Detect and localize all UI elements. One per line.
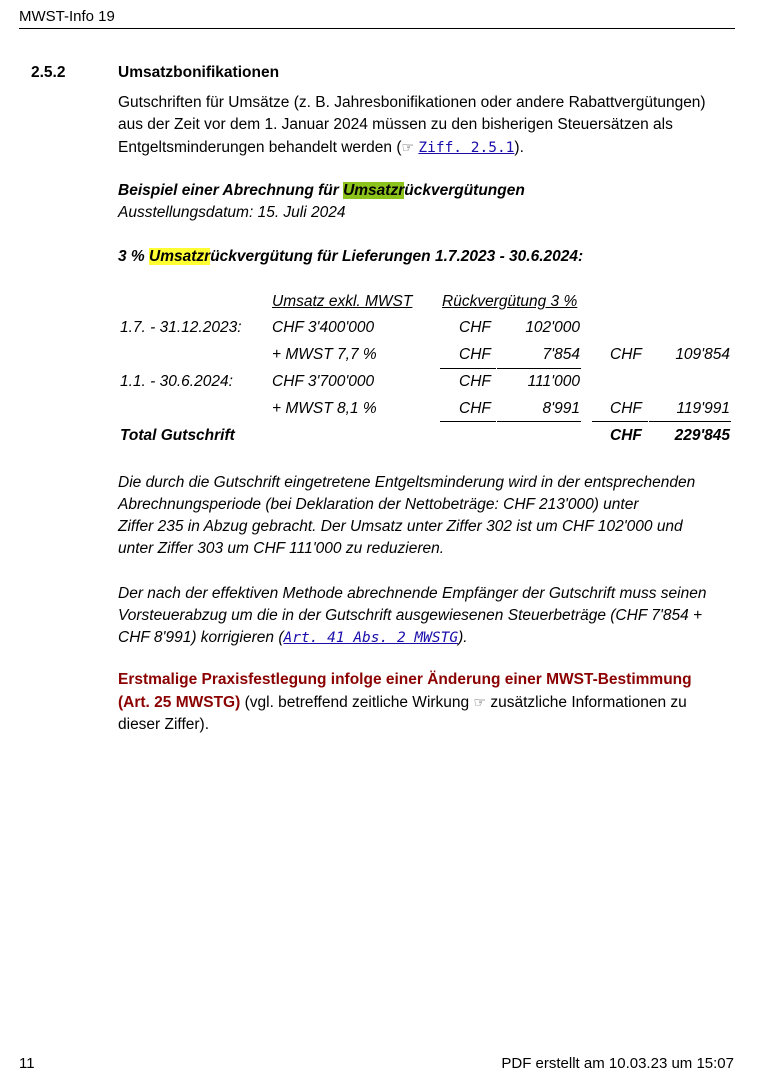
row-3-currency: CHF (459, 373, 491, 390)
practice-note-text: (vgl. betreffend zeitliche Wirkung (240, 694, 474, 711)
practice-note-text-end: zusätzliche Informationen zu (486, 694, 687, 711)
table-header-refund: Rückvergütung 3 % (442, 293, 578, 310)
row-2-subtotal-currency: CHF (610, 346, 642, 363)
row-4-subtotal-currency: CHF (610, 400, 642, 417)
page-number: 11 (19, 1055, 35, 1072)
table-header-turnover: Umsatz exkl. MWST (272, 293, 413, 310)
input-tax-line-3-text: CHF 8'991) korrigieren ( (118, 629, 284, 646)
intro-line-3 (118, 136, 753, 159)
row-2-amount: + MWST 7,7 % (272, 346, 377, 363)
intro-line-3-end: ). (514, 139, 524, 156)
row-4-rule-value (497, 421, 581, 422)
deduction-line-4: unter Ziffer 303 um CHF 111'000 zu reduzieren. (118, 540, 445, 557)
row-1-value: 102'000 (525, 319, 580, 336)
example-heading-highlight: Umsatzr (343, 182, 405, 199)
row-4-rule-currency (440, 421, 496, 422)
section-title: Umsatzbonifikationen (118, 64, 280, 81)
example-heading (118, 180, 753, 202)
input-tax-paragraph (118, 583, 753, 649)
row-1-amount: CHF 3'400'000 (272, 319, 375, 336)
row-4-currency: CHF (459, 400, 491, 417)
practice-note-line-3: dieser Ziffer). (118, 716, 210, 733)
input-tax-line-1: Der nach der effektiven Methode abrechnende Empfänger der Gutschrift muss seinen (118, 585, 707, 602)
deduction-line-1: Die durch die Gutschrift eingetretene Entgeltsminderung wird in der entsprechenden (118, 474, 696, 491)
deduction-line-3: Ziffer 235 in Abzug gebracht. Der Umsatz unter Ziffer 302 ist um CHF 102'000 und (118, 518, 683, 535)
example-title-start: 3 % (118, 248, 150, 265)
example-block (118, 180, 753, 224)
intro-paragraph (118, 92, 753, 159)
example-title-highlight: Umsatzr (149, 248, 211, 265)
total-currency: CHF (610, 427, 642, 444)
document-header-title: MWST-Info 19 (19, 8, 115, 25)
row-3-value: 111'000 (527, 373, 580, 390)
header-divider (19, 28, 735, 29)
link-ziff-2-5-1[interactable]: Ziff. 2.5.1 (418, 140, 515, 156)
example-issue-date: Ausstellungsdatum: 15. Juli 2024 (118, 204, 346, 221)
intro-line-3-text: Entgeltsminderungen behandelt werden ( (118, 139, 402, 156)
row-4-subtotal: 119'991 (676, 400, 730, 417)
deduction-paragraph (118, 472, 753, 560)
example-heading-end: ückvergütungen (404, 182, 525, 199)
example-title (118, 246, 753, 268)
input-tax-line-3-end: ). (458, 629, 468, 646)
total-label: Total Gutschrift (120, 427, 235, 444)
pointing-hand-icon: ☞ (473, 694, 487, 710)
example-title-block (118, 246, 753, 268)
section-number: 2.5.2 (31, 64, 66, 81)
deduction-line-2: Abrechnungsperiode (bei Deklaration der Nettobeträge: CHF 213'000) unter (118, 496, 639, 513)
example-heading-start: Beispiel einer Abrechnung für (118, 182, 344, 199)
row-4-rule-subtotal-currency (592, 421, 648, 422)
practice-note-heading: Erstmalige Praxisfestlegung infolge einer Änderung einer MWST-Bestimmung (118, 671, 692, 688)
practice-note-article: (Art. 25 MWSTG) (118, 694, 241, 711)
row-2-rule-value (497, 368, 581, 369)
row-4-amount: + MWST 8,1 % (272, 400, 377, 417)
row-2-currency: CHF (459, 346, 491, 363)
example-title-end: ückvergütung für Lieferungen 1.7.2023 - 30.6.2024: (210, 248, 584, 265)
intro-line-2: aus der Zeit vor dem 1. Januar 2024 müssen zu den bisherigen Steuersätzen als (118, 116, 673, 133)
row-4-rule-subtotal (649, 421, 731, 422)
practice-note-line-2 (118, 691, 753, 714)
row-1-currency: CHF (459, 319, 491, 336)
row-3-label: 1.1. - 30.6.2024: (120, 373, 233, 390)
row-2-subtotal: 109'854 (675, 346, 730, 363)
row-1-label: 1.7. - 31.12.2023: (120, 319, 242, 336)
total-value: 229'845 (674, 427, 730, 444)
row-2-value: 7'854 (542, 346, 580, 363)
input-tax-line-3 (118, 627, 753, 649)
practice-note-paragraph (118, 669, 753, 736)
row-4-value: 8'991 (542, 400, 580, 417)
pdf-created-note: PDF erstellt am 10.03.23 um 15:07 (501, 1055, 734, 1072)
row-3-amount: CHF 3'700'000 (272, 373, 375, 390)
pointing-hand-icon: ☞ (401, 139, 415, 155)
input-tax-line-2: Vorsteuerabzug um die in der Gutschrift ausgewiesenen Steuerbeträge (CHF 7'854 + (118, 607, 703, 624)
row-2-rule-currency (440, 368, 496, 369)
intro-line-1: Gutschriften für Umsätze (z. B. Jahresbonifikationen oder andere Rabattvergütungen) (118, 94, 706, 111)
link-art-41-abs-2-mwstg[interactable]: Art. 41 Abs. 2 MWSTG (283, 630, 459, 646)
